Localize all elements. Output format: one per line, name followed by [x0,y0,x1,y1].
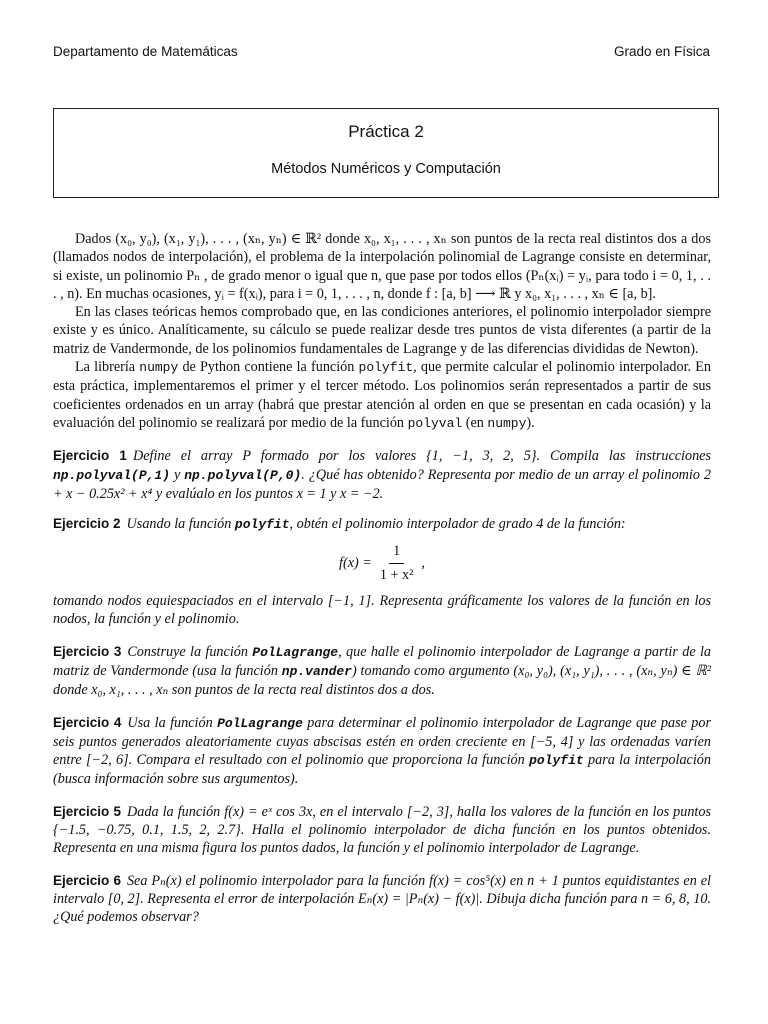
text-span: Usa la función [127,714,218,731]
code-polyval: polyval [407,415,463,431]
exercise-label: Ejercicio 4 [53,714,122,730]
code-span: PolLagrange [252,644,339,660]
text-span: para determinar el polinomio interpolador de Lagrange que pase por seis puntos generados aleatoriamente cuyas abscisas estén en orden creciente en [−5, 4] y las ordenadas varíen entre [−2, 6]. Compara el resultado con el polinomio que proporciona la función [53,714,712,769]
exercise-6 [53,872,711,927]
text-span: . ¿Qué has obtenido? Representa por medio de un array el polinomio 2 + x − 0.25x² + x⁴ y evalúalo en los puntos x = 1 y x = −2. [53,466,711,502]
text-span: , que permite calcular el polinomio interpolador. En esta práctica, implementaremos el primer y el tercer método. Los polinomios serán representados a partir de sus coeficientes ordenados en un array (habrá que prestar atención al orden en que se presentan en cada ocasión) y la evaluación del polinomio se realizará por medio de la función [53,359,711,431]
intro-paragraph-2: En las clases teóricas hemos comprobado que, en las condiciones anteriores, el polinomio interpolador siempre existe y es único. Analíticamente, su cálculo se puede realizar desde tres puntos de vista diferentes (a partir de la matriz de Vandermonde, de los polinomios fundamentales de Lagrange y de las diferencias divididas de Newton). [53,304,711,357]
code-span: np.polyval(P,0) [184,467,302,483]
text-span: La librería [75,359,140,376]
exercise-2 [53,515,711,534]
intro-paragraph-3 [53,358,711,433]
formula-lhs: f(x) = [339,555,372,572]
formula-fraction [376,542,418,584]
exercise-3 [53,643,711,700]
exercise-label: Ejercicio 3 [53,643,122,659]
exercise-label: Ejercicio 6 [53,872,121,888]
exercise-1 [53,447,711,503]
exercise-4 [53,714,711,789]
text-span: Construye la función [127,643,253,660]
code-numpy: numpy [139,360,179,376]
code-span: np.vander [281,663,352,679]
exercise-label: Ejercicio 5 [53,803,122,819]
formula-denominator: 1 + x² [379,566,414,583]
text-span: de Python contiene la función [178,359,359,376]
text-span: , obtén el polinomio interpolador de grado 4 de la función: [289,516,626,533]
text-span: y [170,466,185,483]
text-span: para la interpolación (busca información sobre sus argumentos). [53,752,711,788]
page-header [53,44,710,59]
formula-numerator: 1 [389,542,404,563]
code-span: polyfit [234,517,290,533]
code-span: np.polyval(P,1) [53,467,171,483]
code-numpy: numpy [487,415,527,431]
code-polyfit: polyfit [358,360,414,376]
text-span: Usando la función [126,516,235,533]
text-span: Define el array P formado por los valores {1, −1, 3, 2, 5}. Compila las instrucciones [132,448,711,465]
text-span: (en [462,414,488,431]
exercise-5 [53,803,711,858]
code-span: polyfit [529,753,584,769]
exercise-label: Ejercicio 1 [53,448,127,464]
title-box [53,108,719,198]
department-name: Departamento de Matemáticas [53,44,238,59]
course-title: Métodos Numéricos y Computación [271,161,501,177]
text-span: Sea Pₙ(x) el polinomio interpolador para la función f(x) = cos⁵(x) en n + 1 puntos equidistantes en el intervalo [0, 2]. Representa el error de interpolación Eₙ(x) = |Pₙ(x) − f(x)|. Dibuja dicha función para n = 6, 8, 10. ¿Qué podemos observar? [53,872,711,926]
document-body [53,230,711,927]
degree-name: Grado en Física [613,44,710,59]
exercise-label: Ejercicio 2 [53,516,121,532]
text-span: Dada la función f(x) = eˣ cos 3x, en el intervalo [−2, 3], halla los valores de la función en los puntos {−1.5, −0.75, 0.1, 1.5, 2, 2.7}. Halla el polinomio interpolador de dicha función en los puntos obtenidos. Representa en una misma figura los puntos dados, la función y el polinomio interpolador de Lagrange. [53,803,711,857]
formula-runge [53,542,711,584]
code-span: PolLagrange [217,715,303,731]
exercise-2-cont: tomando nodos equiespaciados en el intervalo [−1, 1]. Representa gráficamente los valores de la función en los nodos, la función y el polinomio. [53,593,711,628]
text-span: , que halle el polinomio interpolador de Lagrange a partir de la matriz de Vandermonde (usa la función [53,643,712,679]
formula-tail: , [421,555,425,572]
text-span: ). [526,414,535,431]
practice-title: Práctica 2 [348,122,424,141]
text-span: ) tomando como argumento (x₀, y₀), (x₁, y₁), . . . , (xₙ, yₙ) ∈ ℝ² donde x₀, x₁, . . . , xₙ son puntos de la recta real distintos dos a dos. [53,662,711,699]
intro-paragraph-1: Dados (x₀, y₀), (x₁, y₁), . . . , (xₙ, yₙ) ∈ ℝ² donde x₀, x₁, . . . , xₙ son puntos de la recta real distintos dos a dos (llamados nodos de interpolación), el problema de la interpolación polinomial de Lagrange consiste en determinar, si existe, un polinomio Pₙ , de grado menor o igual que n, que pase por todos ellos (Pₙ(xᵢ) = yᵢ, para todo i = 0, 1, . . . , n). En muchas ocasiones, yᵢ = f(xᵢ), para i = 0, 1, . . . , n, donde f : [a, b] ⟶ ℝ y x₀, x₁, . . . , xₙ ∈ [a, b]. [53,231,711,302]
